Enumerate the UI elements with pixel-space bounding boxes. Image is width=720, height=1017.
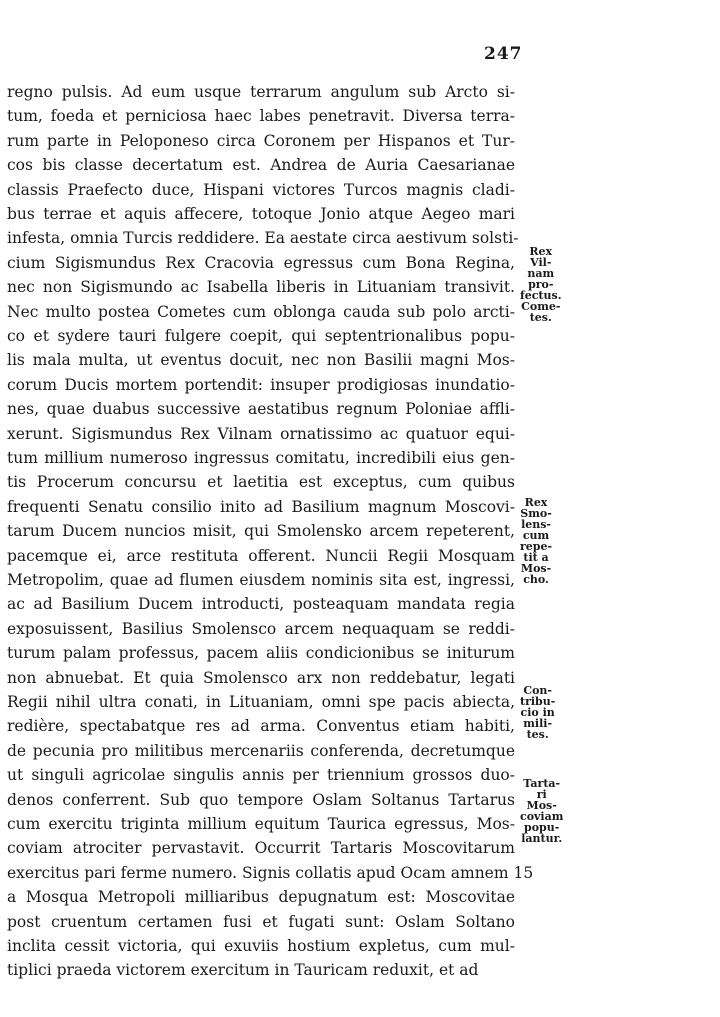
margin-note-line: Smo- xyxy=(520,507,552,520)
text-line: exercitus pari ferme numero. Signis collatis apud Ocam amnem 15 xyxy=(7,863,534,882)
text-line: pacemque ei, arce restituta offerent. Nuncii Regii Mosquam xyxy=(7,546,515,565)
margin-note-line: repe- xyxy=(520,540,553,553)
text-line: non abnuebat. Et quia Smolensco arx non reddebatur, legati xyxy=(7,668,515,687)
text-line: coviam atrociter pervastavit. Occurrit Tartaris Moscovitarum xyxy=(7,839,515,858)
text-line: infesta, omnia Turcis reddidere. Ea aestate circa aestivum solsti- xyxy=(7,229,519,248)
text-line: xerunt. Sigismundus Rex Vilnam ornatissimo ac quatuor equi- xyxy=(7,424,515,443)
text-line: tarum Ducem nuncios misit, qui Smolensko arcem repeterent, xyxy=(7,522,515,541)
margin-note-line: tit a xyxy=(523,551,549,564)
margin-note-line: popu- xyxy=(524,821,560,834)
text-line: rum parte in Peloponeso circa Coronem per Hispanos et Tur- xyxy=(7,131,515,150)
margin-note-line: Rex xyxy=(524,496,548,509)
text-line: nes, quae duabus successive aestatibus regnum Poloniae affli- xyxy=(7,400,515,419)
text-line: post cruentum certamen fusi et fugati sunt: Oslam Soltano xyxy=(7,912,515,931)
text-line: cos bis classe decertatum est. Andrea de Auria Caesarianae xyxy=(7,156,515,175)
text-line: lis mala multa, ut eventus docuit, nec non Basilii magni Mos- xyxy=(7,351,515,370)
text-line: frequenti Senatu consilio inito ad Basilium magnum Moscovi- xyxy=(7,497,515,516)
text-line: inclita cessit victoria, qui exuviis hostium expletus, cum mul- xyxy=(7,937,515,955)
text-line: de pecunia pro militibus mercenariis conferenda, decretumque xyxy=(7,741,515,760)
text-line: Regii nihil ultra conati, in Lituaniam, omni spe pacis abiecta, xyxy=(7,693,515,711)
margin-note-line: cum xyxy=(522,529,550,542)
margin-note-line: Mos- xyxy=(520,562,552,575)
text-line: exposuissent, Basilius Smolensco arcem nequaquam se reddi- xyxy=(7,619,515,638)
margin-note-line: lens- xyxy=(521,518,551,531)
text-line: denos conferrent. Sub quo tempore Oslam Soltanus Tartarus xyxy=(7,790,515,809)
margin-note-line: cho. xyxy=(523,573,549,586)
margin-note xyxy=(520,778,563,844)
margin-note-line: fectus. xyxy=(520,289,562,302)
text-line: tum, foeda et perniciosa haec labes penetravit. Diversa terra- xyxy=(7,107,515,126)
margin-note xyxy=(520,246,562,323)
margin-note-line: Rex xyxy=(529,245,553,258)
text-line: cum exercitu triginta millium equitum Taurica egressus, Mos- xyxy=(7,815,515,833)
text-line: Metropolim, quae ad flumen eiusdem nominis sita est, ingressi, xyxy=(7,571,515,589)
text-line: ac ad Basilium Ducem introducti, posteaquam mandata regia xyxy=(7,595,515,614)
text-line: nec non Sigismundo ac Isabella liberis in Lituaniam transivit. xyxy=(7,278,515,297)
margin-note-line: cio in xyxy=(520,706,555,719)
margin-note-line: mili- xyxy=(523,717,553,730)
text-line: redière, spectabatque res ad arma. Conventus etiam habiti, xyxy=(7,717,515,736)
margin-note-line: tes. xyxy=(526,728,549,741)
text-line: Nec multo postea Cometes cum oblonga cauda sub polo arcti- xyxy=(7,302,515,321)
margin-note-line: tes. xyxy=(529,311,552,324)
text-line: tiplici praeda victorem exercitum in Tauricam reduxit, et ad xyxy=(7,961,479,980)
text-line: cium Sigismundus Rex Cracovia egressus cum Bona Regina, xyxy=(7,253,515,272)
margin-note-line: lantur. xyxy=(521,832,563,845)
margin-note-line: Mos- xyxy=(526,799,557,812)
margin-note xyxy=(520,685,555,740)
margin-note-line: Come- xyxy=(521,300,561,313)
margin-note-line: ri xyxy=(536,788,547,801)
margin-note-line: Vil- xyxy=(530,256,552,269)
text-line: classis Praefecto duce, Hispani victores Turcos magnis cladi- xyxy=(7,180,515,199)
margin-note-line: coviam xyxy=(520,810,564,823)
text-line: ut singuli agricolae singulis annis per triennium grossos duo- xyxy=(7,766,515,785)
text-line: tum millium numeroso ingressus comitatu, incredibili eius gen- xyxy=(7,449,515,467)
text-line: regno pulsis. Ad eum usque terrarum angulum sub Arcto si- xyxy=(7,83,515,101)
margin-note-line: pro- xyxy=(528,278,554,291)
margin-note-line: Tarta- xyxy=(523,777,561,790)
margin-note-line: Con- xyxy=(523,684,552,697)
margin-note-line: tribu- xyxy=(520,695,556,708)
text-line: bus terrae et aquis affecere, totoque Jonio atque Aegeo mari xyxy=(7,205,515,223)
text-line: tis Procerum concursu et laetitia est exceptus, cum quibus xyxy=(7,473,515,492)
margin-note-line: nam xyxy=(527,267,555,280)
text-line: turum palam professus, pacem aliis condicionibus se initurum xyxy=(7,644,515,663)
text-line: co et sydere tauri fulgere coepit, qui septentrionalibus popu- xyxy=(7,327,515,345)
text-line: a Mosqua Metropoli milliaribus depugnatum est: Moscovitae xyxy=(7,888,515,907)
text-line: corum Ducis mortem portendit: insuper prodigiosas inundatio- xyxy=(7,375,515,394)
page-number: 247 xyxy=(484,44,523,64)
margin-note xyxy=(520,497,552,585)
